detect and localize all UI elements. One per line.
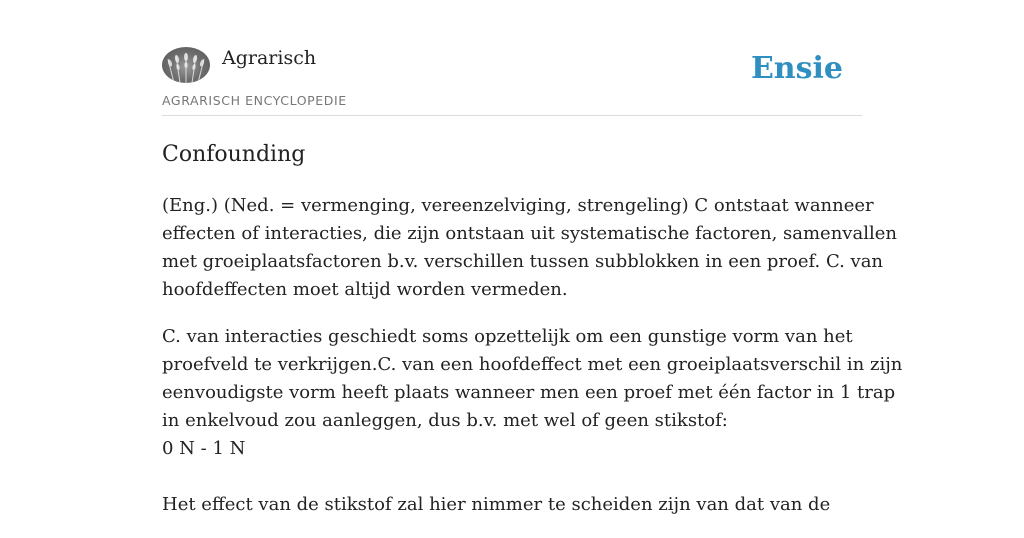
- article-body: [162, 192, 903, 538]
- wheat-icon[interactable]: [162, 47, 210, 83]
- text-line: C. van interacties geschiedt soms opzettelijk om een gunstige vorm van het: [162, 326, 853, 347]
- page: [162, 0, 903, 515]
- site-subtitle: AGRARISCH ENCYCLOPEDIE: [162, 93, 347, 108]
- blank-line: [162, 463, 862, 491]
- formula-line: 0 N - 1 N: [162, 438, 246, 459]
- site-header: [162, 0, 862, 116]
- article-title: Confounding: [162, 142, 306, 167]
- ensie-logo-link[interactable]: Ensie: [750, 51, 843, 86]
- text-line: (Eng.) (Ned. = vermenging, vereenzelviging, strengeling) C ontstaat wanneer: [162, 195, 874, 216]
- site-name[interactable]: Agrarisch: [222, 47, 317, 69]
- paragraph-2: [162, 323, 903, 519]
- text-line: eenvoudigste vorm heeft plaats wanneer men een proef met één factor in 1 trap: [162, 382, 896, 403]
- text-line: Het effect van de stikstof zal hier nimmer te scheiden zijn van dat van de: [162, 494, 831, 515]
- text-line: effecten of interacties, die zijn ontstaan uit systematische factoren, samenvallen: [162, 223, 897, 244]
- text-line: met groeiplaatsfactoren b.v. verschillen tussen subblokken in een proef. C. van: [162, 251, 884, 272]
- text-line: in enkelvoud zou aanleggen, dus b.v. met wel of geen stikstof:: [162, 410, 728, 431]
- text-line: hoofdeffecten moet altijd worden vermeden.: [162, 279, 568, 300]
- paragraph-1: [162, 192, 897, 304]
- text-line: proefveld te verkrijgen.C. van een hoofdeffect met een groeiplaatsverschil in zijn: [162, 354, 903, 375]
